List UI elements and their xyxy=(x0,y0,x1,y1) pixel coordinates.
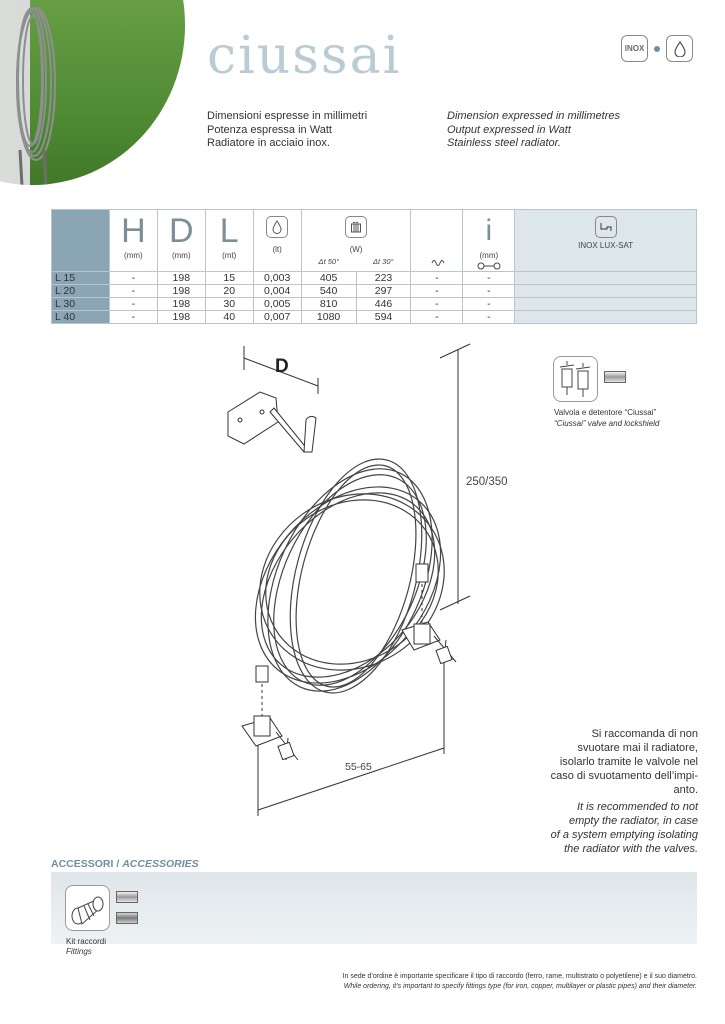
header-d-letter: D xyxy=(169,212,194,250)
bracket-plate xyxy=(228,392,278,444)
footer-note-it: In sede d’ordine è importante specificare il tipo di raccordo (ferro, rame, multistrato o polyetilene) e il suo diametro. xyxy=(342,973,697,980)
cell-i: - xyxy=(463,311,515,324)
cell-w50: 540 xyxy=(301,285,356,298)
cell-w50: 1080 xyxy=(301,311,356,324)
interaxis-icon xyxy=(477,262,501,270)
cell-electric: - xyxy=(411,298,463,311)
water-drop-icon xyxy=(666,35,693,62)
inox-badge: INOX xyxy=(621,35,648,62)
bracket-hook xyxy=(304,416,316,452)
radiator-output-icon xyxy=(345,216,367,238)
header-l-unit: (mt) xyxy=(222,251,237,260)
note-line: caso di svuotamento dell’impi- xyxy=(550,770,698,782)
header-h-unit: (mm) xyxy=(124,251,143,260)
cell-finish xyxy=(515,272,697,285)
note-line: of a system emptying isolating xyxy=(550,829,698,841)
upper-connector xyxy=(416,564,428,582)
note-line: the radiator with the valves. xyxy=(564,843,698,855)
header-h xyxy=(109,210,157,272)
cell-l: 15 xyxy=(205,272,253,285)
badge-separator-dot xyxy=(654,46,660,52)
table-row xyxy=(52,272,697,285)
accessories-title-en: ACCESSORIES xyxy=(122,858,199,870)
cell-finish xyxy=(515,298,697,311)
description-italian xyxy=(207,110,367,151)
electric-resistance-icon xyxy=(431,258,445,268)
header-d-unit: (mm) xyxy=(171,251,191,260)
row-model: L 40 xyxy=(52,311,110,324)
cell-d: 198 xyxy=(157,272,205,285)
description-line: Dimensioni espresse in millimetri xyxy=(207,110,368,122)
accessories-title-it: ACCESSORI xyxy=(51,858,114,870)
lower-connector xyxy=(256,666,268,682)
header-output-unit: (W) xyxy=(349,245,363,254)
spec-table xyxy=(51,209,697,324)
cell-lt: 0,003 xyxy=(253,272,301,285)
cell-i: - xyxy=(463,285,515,298)
cell-l: 30 xyxy=(205,298,253,311)
dim-height-top-tick xyxy=(440,344,470,358)
dim-height-bottom-tick xyxy=(440,596,470,610)
header-l xyxy=(205,210,253,272)
cell-finish xyxy=(515,285,697,298)
product-photo xyxy=(0,0,185,185)
footer-note-en: While ordering, it’s important to specify fittings type (for iron, copper, multilayer or plastic pipes) and their diameter. xyxy=(343,982,697,990)
row-model: L 30 xyxy=(52,298,110,311)
description-line: Radiatore in acciaio inox. xyxy=(207,137,330,149)
description-line: Dimension expressed in millimetres xyxy=(447,110,621,122)
valve-finish-swatch xyxy=(604,371,626,383)
note-italian xyxy=(540,727,698,797)
cell-w30: 297 xyxy=(356,285,411,298)
note-line: svuotare mai il radiatore, xyxy=(577,742,698,754)
table-row xyxy=(52,285,697,298)
dim-height-label: 250/350 xyxy=(466,476,508,488)
fittings-caption xyxy=(66,937,106,956)
description-line: Output expressed in Watt xyxy=(447,123,571,136)
cell-l: 20 xyxy=(205,285,253,298)
description-line: Potenza espressa in Watt xyxy=(207,123,332,136)
header-i-letter: i xyxy=(485,214,493,247)
note-line: empty the radiator, in case xyxy=(568,815,698,827)
header-d xyxy=(157,210,205,272)
faucet-icon xyxy=(595,216,617,238)
fittings-inox-swatch xyxy=(116,912,138,924)
cell-electric: - xyxy=(411,285,463,298)
product-title: ciussai xyxy=(207,26,402,86)
fittings-chrome-swatch xyxy=(116,891,138,903)
cell-w50: 405 xyxy=(301,272,356,285)
table-header-row xyxy=(52,210,697,272)
product-badges xyxy=(621,35,693,62)
cell-h: - xyxy=(109,285,157,298)
cell-lt: 0,005 xyxy=(253,298,301,311)
note-line: isolarlo tramite le valvole nel xyxy=(559,756,698,768)
header-l-letter: L xyxy=(219,212,239,250)
bracket-arm xyxy=(270,408,308,452)
dim-width-label: 55-65 xyxy=(345,761,372,773)
header-capacity-unit: (lt) xyxy=(272,245,282,254)
upper-valve xyxy=(402,622,456,664)
header-interaxis xyxy=(463,210,515,272)
header-i-unit: (mm) xyxy=(479,251,499,260)
cell-finish xyxy=(515,311,697,324)
note-line: Si raccomanda di non xyxy=(591,728,698,740)
cell-d: 198 xyxy=(157,311,205,324)
note-english xyxy=(540,800,698,856)
technical-drawing xyxy=(200,340,540,830)
valve-caption-en: “Ciussai” valve and lockshield xyxy=(554,419,660,428)
accessories-title xyxy=(51,858,199,870)
header-capacity xyxy=(253,210,301,272)
cell-h: - xyxy=(109,311,157,324)
cell-electric: - xyxy=(411,311,463,324)
fittings-caption-en: Fittings xyxy=(66,946,92,956)
header-electric xyxy=(411,210,463,272)
hose-coil-photo xyxy=(0,0,70,185)
header-finish xyxy=(515,210,697,272)
cell-lt: 0,004 xyxy=(253,285,301,298)
dim-d-label: D xyxy=(275,356,289,377)
row-model: L 20 xyxy=(52,285,110,298)
note-line: It is recommended to not xyxy=(576,801,698,813)
header-dt50: Δt 50° xyxy=(318,257,340,266)
cell-w30: 446 xyxy=(356,298,411,311)
header-output xyxy=(301,210,411,272)
valve-caption xyxy=(554,407,659,429)
header-h-letter: H xyxy=(121,212,146,250)
cell-i: - xyxy=(463,298,515,311)
header-blank xyxy=(52,210,110,272)
header-finish-label: INOX LUX-SAT xyxy=(578,241,634,250)
table-row xyxy=(52,311,697,324)
cell-i: - xyxy=(463,272,515,285)
cell-w50: 810 xyxy=(301,298,356,311)
cell-d: 198 xyxy=(157,298,205,311)
lower-valve xyxy=(242,716,298,760)
cell-w30: 223 xyxy=(356,272,411,285)
fittings-caption-it: Kit raccordi xyxy=(66,937,107,946)
cell-l: 40 xyxy=(205,311,253,324)
row-model: L 15 xyxy=(52,272,110,285)
table-row xyxy=(52,298,697,311)
accessories-title-separator: / xyxy=(113,858,123,870)
valve-caption-it: Valvola e detentore “Ciussai” xyxy=(554,408,657,417)
accessories-band xyxy=(51,872,697,944)
cell-lt: 0,007 xyxy=(253,311,301,324)
cell-h: - xyxy=(109,298,157,311)
description-line: Stainless steel radiator. xyxy=(447,137,561,149)
valve-icon xyxy=(553,356,598,402)
note-line: anto. xyxy=(673,784,698,796)
header-dt30: Δt 30° xyxy=(372,257,394,266)
cell-d: 198 xyxy=(157,285,205,298)
cell-electric: - xyxy=(411,272,463,285)
cell-w30: 594 xyxy=(356,311,411,324)
description-english xyxy=(447,110,620,151)
fittings-icon xyxy=(65,885,110,931)
footer-note xyxy=(200,972,697,991)
water-capacity-icon xyxy=(266,216,288,238)
cell-h: - xyxy=(109,272,157,285)
